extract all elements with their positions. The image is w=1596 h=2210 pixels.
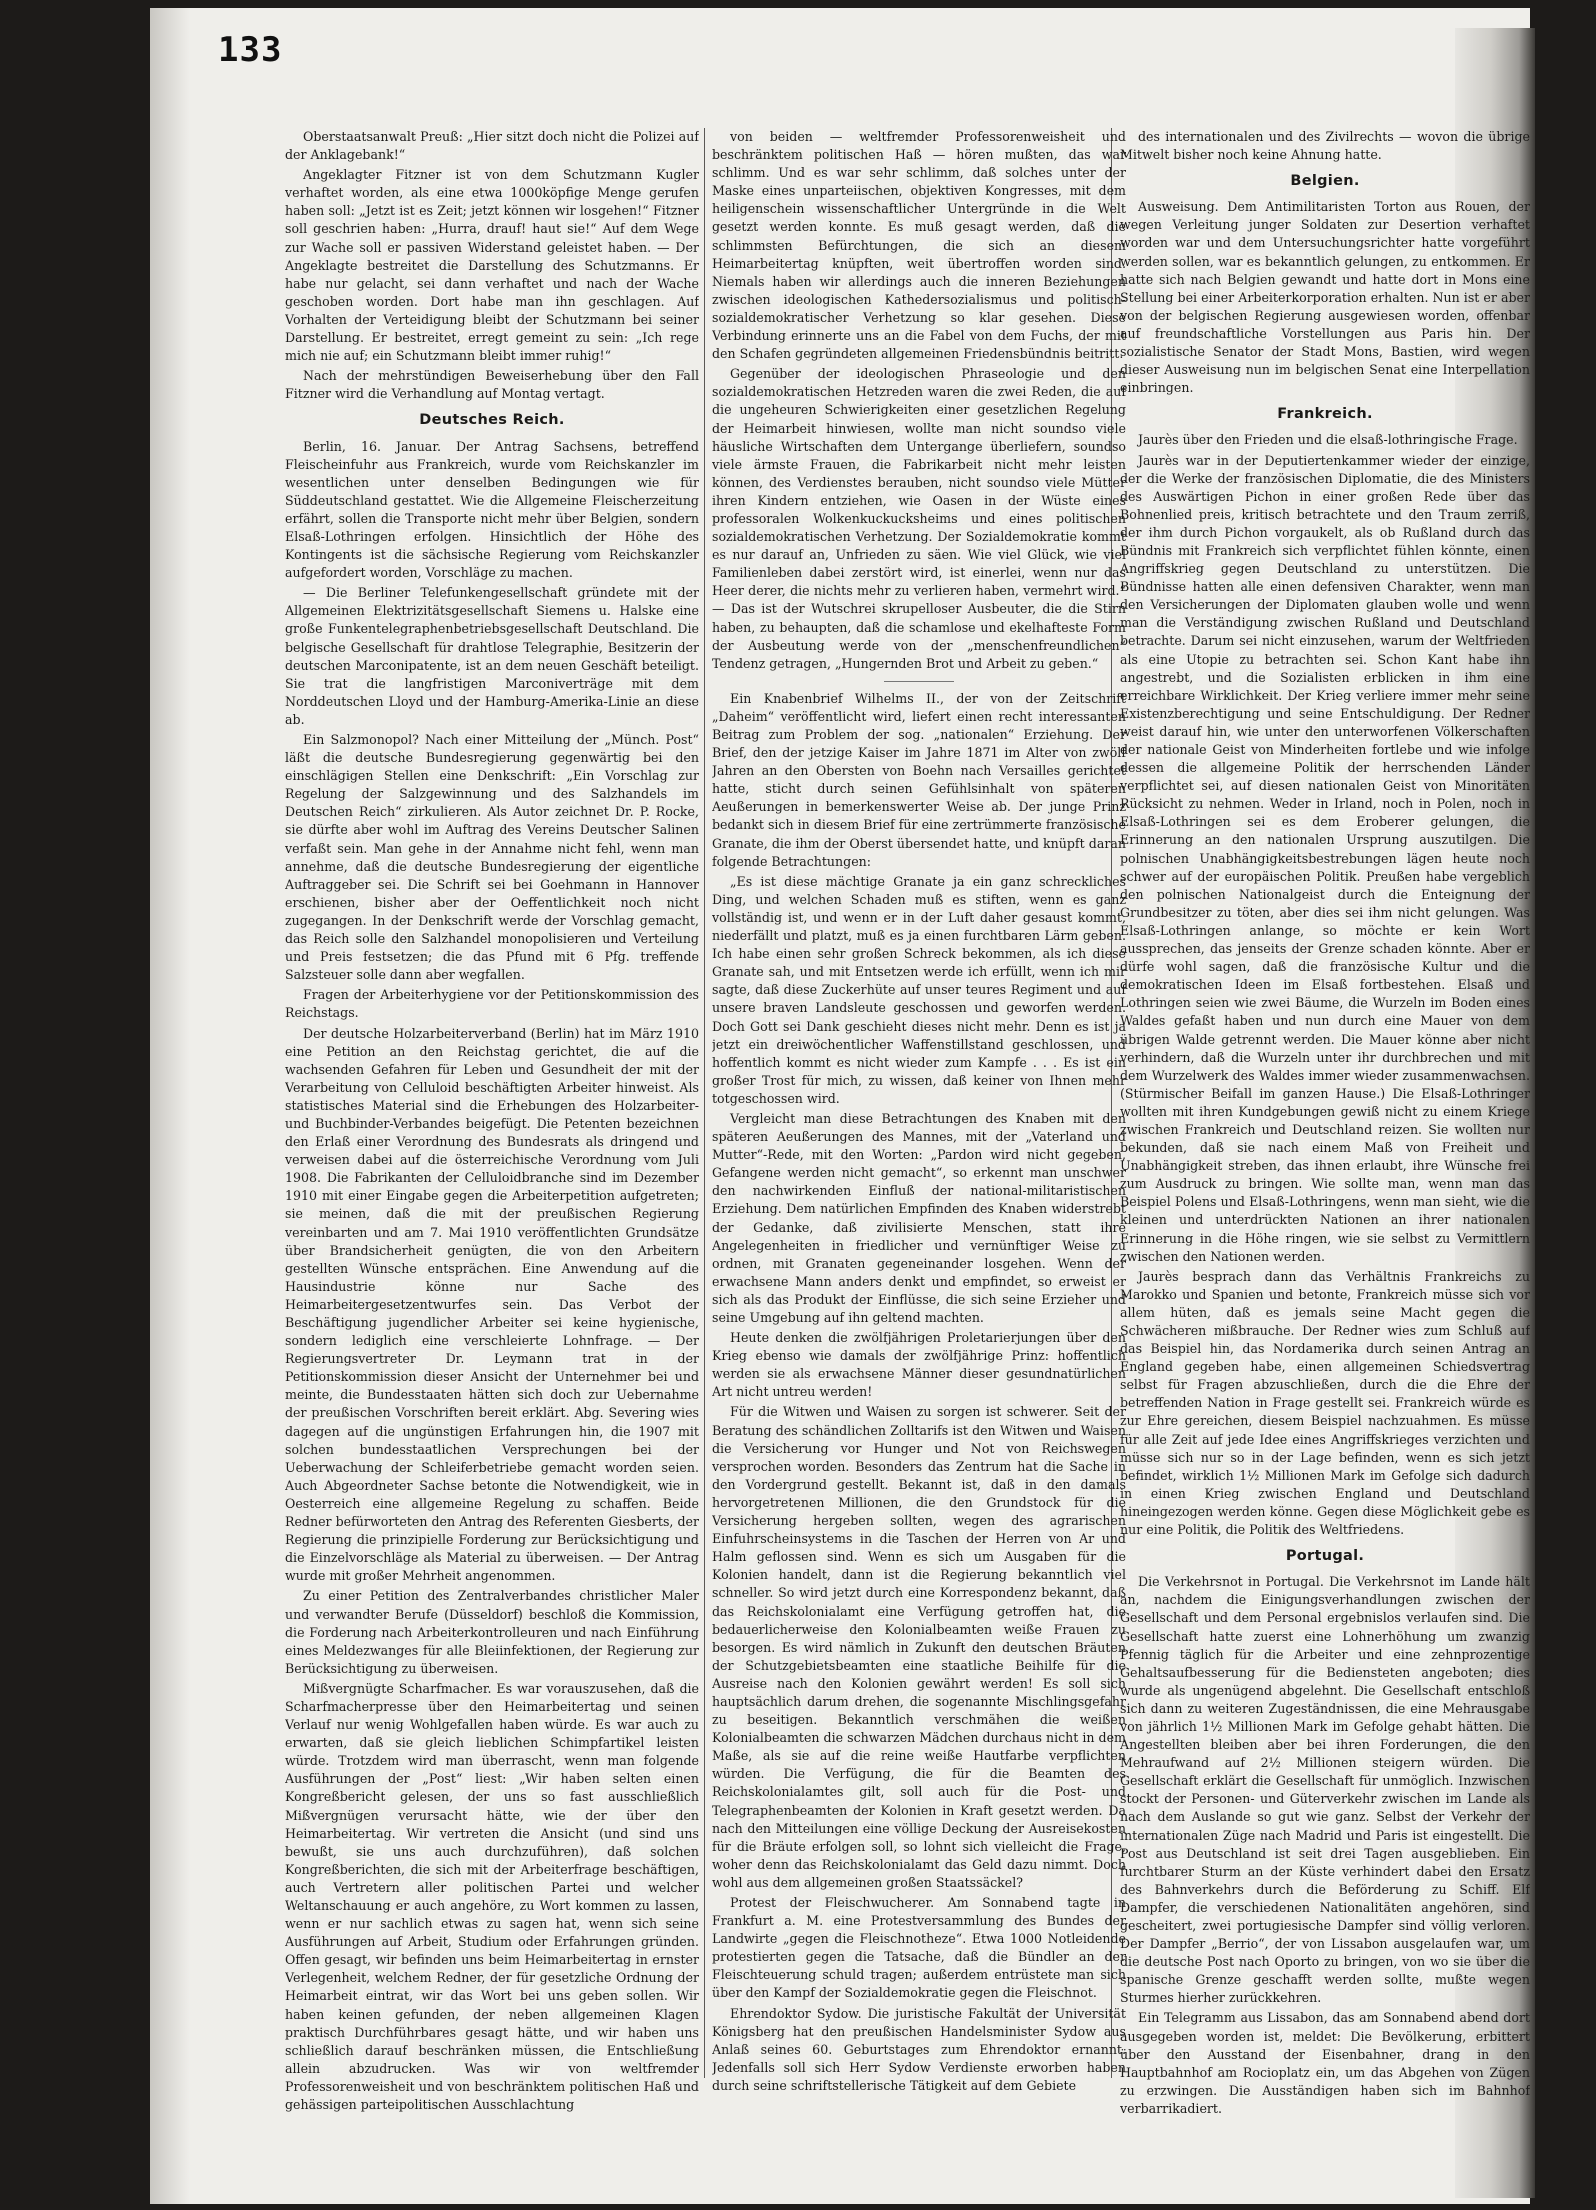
article-lead: Ein Salzmonopol? Nach einer Mitteilung der „Münch. Post“ läßt die deutsche Bundesregierung gegenwärtig bei den einschlägigen Stellen eine Denkschrift: „Ein Vorschlag zur Regelung der Salzgewinnung und des Salzhandels im Deutschen Reich“ zirkulieren. Als Autor zeichnet Dr. P. Rocke, sie dürfte aber wohl im Auftrag des Vereins Deutscher Salinen verfaßt sein. Man gehe in der Annahme nicht fehl, wenn man annehme, daß die deutsche Bundesregierung der eigentliche Auftraggeber sei. Die Schrift sei bei Goehmann in Hannover erschienen, bisher aber der Oeffentlichkeit noch nicht zugegangen. In der Denkschrift werde der Vorschlag gemacht, das Reich solle den Salzhandel monopolisieren und Verteilung und Preis festsetzen; die das Pfund mit 6 Pfg. treffende Salzsteuer solle dann aber wegfallen.	[285, 732, 699, 983]
article-lead: Protest der Fleischwucherer. Am Sonnabend tagte in Frankfurt a. M. eine Protestversammlung des Bundes der Landwirte „gegen die Fleischnotheze“. Etwa 1000 Notleidende protestierten gegen die Tatsache, daß die Bündler an der Fleischteuerung schuld tragen; außerdem entrüstete man sich über den Kampf der Sozialdemokratie gegen die Fleischnot.	[712, 1895, 1126, 2001]
article-paragraph: Jaurès besprach dann das Verhältnis Frankreichs zu Marokko und Spanien und betonte, Frankreich müsse sich vor allem hüten, daß es jemals seine Macht gegen die Schwächeren mißbrauche. Der Redner wies zum Schluß auf das Beispiel hin, das Nordamerika durch seinen Antrag an England gegeben habe, einen allgemeinen Schiedsvertrag selbst für Fragen abzuschließen, durch die die Ehre der betreffenden Nation in Frage gestellt sei. Frankreich würde es zur Ehre gereichen, diesem Beispiel nachzuahmen. Es müsse für alle Zeit auf jede Idee eines Angriffskrieges verzichten und müsse sich nur so in der Lage befinden, wenn es sich jetzt befindet, wirklich 1½ Millionen Mark im Gefolge sich dadurch in einen Krieg zwischen England und Deutschland hineingezogen werden könne. Gegen diese Möglichkeit gebe es nur eine Politik, die Politik des Weltfriedens.	[1120, 1268, 1530, 1538]
article-lead: Für die Witwen und Waisen zu sorgen ist schwerer. Seit der Beratung des schändlichen Zolltarifs ist den Witwen und Waisen die Versicherung vor Hunger und Not von Reichswegen versprochen worden. Besonders das Zentrum hat die Sache in den Vordergrund gestellt. Bekannt ist, daß in den damals hervorgetretenen Millionen, die den Grundstock für die Versicherung hergeben sollten, wegen des agrarischen Einfuhrscheinsystems in die Taschen der Herren von Ar und Halm geflossen sind. Wenn es sich um Ausgaben für die Kolonien handelt, dann ist die Regierung bekanntlich viel schneller. So wird jetzt durch eine Korrespondenz bekannt, daß das Reichskolonialamt eine Verfügung getroffen hat, die bedauerlicherweise den Kolonialbeamten weiße Frauen zu besorgen. Es wird nämlich in Zukunft den deutschen Bräuten der Schutzgebietsbeamten eine staatliche Beihilfe für die Ausreise nach den Kolonien gewährt werden! Es soll sich hauptsächlich darum drehen, die sogenannte Mischlingsgefahr zu beseitigen. Bekanntlich verschmähen die weißen Kolonialbeamten die schwarzen Mädchen durchaus nicht in dem Maße, als sie auf die reine weiße Hautfarbe verpflichten würden. Die Verfügung, die für die Beamten des Reichskolonialamtes gilt, soll auch für die Post- und Telegraphenbeamten der Kolonien in Kraft gesetzt werden. Da nach den Mitteilungen eine völlige Deckung der Ausreisekosten für die Bräute erfolgen soll, so lohnt sich vielleicht die Frage, woher denn das Reichskolonialamt das Geld dazu nimmt. Doch wohl aus dem allgemeinen großen Staatssäckel?	[712, 1404, 1126, 1890]
article-paragraph: des internationalen und des Zivilrechts — wovon die übrige Mitwelt bisher noch keine Ahnung hatte.	[1120, 129, 1530, 163]
section-heading: Frankreich.	[1277, 406, 1373, 423]
column-3	[1120, 128, 1530, 2188]
page-number: 133	[218, 30, 283, 70]
article-paragraph: Nach der mehrstündigen Beweiserhebung über den Fall Fitzner wird die Verhandlung auf Montag vertagt.	[285, 368, 699, 402]
article-paragraph: Angeklagter Fitzner ist von dem Schutzmann Kugler verhaftet worden, als eine etwa 1000köpfige Menge gerufen haben soll: „Jetzt ist es Zeit; jetzt können wir losgehen!“ Fitzner soll geschrien haben: „Hurra, drauf! haut sie!“ Auf dem Wege zur Wache soll er passiven Widerstand geleistet haben. — Der Angeklagte bestreitet die Darstellung des Schutzmanns. Er habe nur gelacht, sei dann verhaftet und nach der Wache geschoben worden. Dort habe man ihn geschlagen. Auf Vorhalten der Verteidigung bleibt der Schutzmann bei seiner Darstellung. Er bestreitet, erregt gemeint zu sein: „Ich rege mich nie auf; ein Schutzmann bleibt immer ruhig!“	[285, 167, 699, 364]
section-heading: Belgien.	[1290, 173, 1360, 190]
article-paragraph: Ein Telegramm aus Lissabon, das am Sonnabend abend dort ausgegeben worden ist, meldet: Die Bevölkerung, erbittert über den Ausstand der Eisenbahner, drang in den Hauptbahnhof am Rocioplatz ein, um das Abgehen von Zügen zu erzwingen. Die Ausständigen haben sich im Bahnhof verbarrikadiert.	[1120, 2010, 1530, 2116]
column-rule	[704, 128, 705, 2078]
section-heading: Deutsches Reich.	[419, 412, 565, 429]
article-lead: Ausweisung. Dem Antimilitaristen Torton aus Rouen, der wegen Verleitung junger Soldaten zur Desertion verhaftet worden war und dem Untersuchungsrichter hatte vorgeführt werden sollen, war es bekanntlich gelungen, zu entkommen. Er hatte sich nach Belgien gewandt und hatte dort in Mons eine Stellung bei einer Arbeiterkorporation erhalten. Nun ist er aber von der belgischen Regierung ausgewiesen worden, offenbar auf freundschaftliche Vorstellungen aus Paris hin. Der sozialistische Senator der Stadt Mons, Bastien, wird wegen dieser Ausweisung nun im belgischen Senat eine Interpellation einbringen.	[1120, 199, 1530, 396]
article-lead: Fragen der Arbeiterhygiene vor der Petitionskommission des Reichstags.	[285, 987, 699, 1021]
article-paragraph: Oberstaatsanwalt Preuß: „Hier sitzt doch nicht die Polizei auf der Anklagebank!“	[285, 129, 699, 163]
article-lead: Ehrendoktor Sydow. Die juristische Fakultät der Universität Königsberg hat den preußischen Handelsminister Sydow aus Anlaß seines 60. Geburtstages zum Ehrendoktor ernannt. Jedenfalls soll sich Herr Sydow Verdienste erworben haben durch seine schriftstellerische Tätigkeit auf dem Gebiete	[712, 2005, 1126, 2093]
column-2	[712, 128, 1126, 2188]
section-heading: Portugal.	[1285, 1548, 1365, 1565]
article-paragraph: — Die Berliner Telefunkengesellschaft gründete mit der Allgemeinen Elektrizitätsgesellschaft Siemens u. Halske eine große Funkentelegraphenbetriebsgesellschaft Deutschland. Die belgische Gesellschaft für drahtlose Telegraphie, Besitzerin der deutschen Marconipatente, ist an dem neuen Geschäft beteiligt. Sie trat die langfristigen Marconiverträge mit dem Norddeutschen Lloyd und der Hamburg-Amerika-Linie an diese ab.	[285, 585, 699, 727]
article-lead: Die Verkehrsnot in Portugal. Die Verkehrsnot im Lande hält an, nachdem die Einigungsverhandlungen zwischen der Gesellschaft und dem Personal ergebnislos verlaufen sind. Die Gesellschaft hatte zuerst eine Lohnerhöhung um zwanzig Pfennig täglich für die Arbeiter und eine zehnprozentige Gehaltsaufbesserung für die Bediensteten angeboten; dies wurde als ungenügend abgelehnt. Die Gesellschaft entschloß sich dann zu weiteren Zugeständnissen, die eine Mehrausgabe von jährlich 1½ Millionen Mark im Gefolge gehabt hätten. Die Angestellten bleiben aber bei ihren Forderungen, die den Mehraufwand auf 2½ Millionen steigern würden. Die Gesellschaft erklärt die Gesellschaft für unmöglich. Inzwischen stockt der Personen- und Güterverkehr zwischen im Lande als nach dem Auslande so gut wie ganz. Selbst der Verkehr der internationalen Züge nach Madrid und Paris ist eingestellt. Die Post aus Deutschland ist seit drei Tagen ausgeblieben. Ein furchtbarer Sturm an der Küste verhindert dabei den Ersatz des Bahnverkehrs durch die Beförderung zu Schiff. Elf Dampfer, die verschiedenen Nationalitäten angehören, sind gescheitert, zwei portugiesische Dampfer sind völlig verloren. Der Dampfer „Berrio“, der von Lissabon ausgelaufen war, um die deutsche Post nach Oporto zu bringen, von wo sie über die spanische Grenze geschafft werden sollte, mußte wegen Sturmes hierher zurückkehren.	[1120, 1574, 1530, 2006]
article-paragraph: Gegenüber der ideologischen Phraseologie und den sozialdemokratischen Hetzreden waren die zwei Reden, die auf die ungeheuren Schwierigkeiten einer gesetzlichen Regelung der Heimarbeit hinwiesen, wollte man nicht soundso viele häusliche Wirtschaften dem Untergange überliefern, soundso viele ärmste Frauen, die Fabrikarbeit nicht mehr leisten können, des Verdienstes berauben, nicht soundso viele Mütter ihren Kindern entziehen, wie Oasen in der Wüste eines professoralen Wolkenkuckucksheims und eines politischen sozialdemokratischen Verhetzung. Der Sozialdemokratie kommt es nur darauf an, Unfrieden zu säen. Wie viel Glück, wie viel Familienleben dabei zerstört wird, ist einerlei, wenn nur das Heer derer, die nichts mehr zu verlieren haben, vermehrt wird.“ — Das ist der Wutschrei skrupelloser Ausbeuter, die die Stirn haben, zu behaupten, daß die schamlose und ekelhafteste Form der Ausbeutung werde von der „menschenfreundlichen“ Tendenz getragen, „Hungernden Brot und Arbeit zu geben.“	[712, 366, 1126, 671]
article-paragraph: von beiden — weltfremder Professorenweisheit und beschränktem politischen Haß — hören mußten, das war schlimm. Und es war sehr schlimm, daß solches unter der Maske eines unparteiischen, objektiven Kongresses, mit dem heiligenschein wissenschaftlicher Untergründe in die Welt gesetzt werden konnte. Es muß gesagt werden, daß die schlimmsten Befürchtungen, die sich an diesem Heimarbeitertag knüpften, weit übertroffen worden sind. Niemals haben wir allerdings auch die inneren Beziehungen zwischen ideologischen Kathedersozialismus und politisch-sozialdemokratischer Verhetzung so klar gesehen. Diese Verbindung erinnerte uns an die Fabel von dem Fuchs, der mit den Schafen gegründeten allgemeinen Friedensbündnis beitritt.	[712, 129, 1126, 362]
article-paragraph: Der deutsche Holzarbeiterverband (Berlin) hat im März 1910 eine Petition an den Reichstag gerichtet, die auf die wachsenden Gefahren für Leben und Gesundheit der mit der Verarbeitung von Celluloid beschäftigten Arbeiter hinweist. Als statistisches Material sind die Erhebungen des Holzarbeiter- und Buchbinder-Verbandes beigefügt. Die Petenten bezeichnen den Erlaß einer Verordnung des Bundesrats als dringend und verweisen dabei auf die österreichische Verordnung vom Juli 1908. Die Fabrikanten der Celluloidbranche sind im Dezember 1910 mit einer Eingabe gegen die Arbeiterpetition aufgetreten; sie meinen, daß die mit der preußischen Regierung vereinbarten und am 7. Mai 1910 veröffentlichten Grundsätze über Brandsicherheit genügten, die von den Arbeitern gestellten Wünsche entsprächen. Eine Anwendung auf die Hausindustrie könne nur Sache des Heimarbeitergesetzentwurfes sein. Das Verbot der Beschäftigung jugendlicher Arbeiter sei keine hygienische, sondern lediglich eine verschleierte Lohnfrage. — Der Regierungsvertreter Dr. Leymann trat in der Petitionskommission dieser Ansicht der Unternehmer bei und meinte, die Bundesstaaten hätten sich doch zur Uebernahme der preußischen Vorschriften bereit erklärt. Abg. Severing wies dagegen auf die ungünstigen Erfahrungen hin, die 1907 mit solchen bundesstaatlichen Versprechungen bei der Ueberwachung der Schleiferbetriebe gemacht worden seien. Auch Abgeordneter Sachse betonte die Notwendigkeit, wie in Oesterreich eine allgemeine Regelung zu schaffen. Beide Redner befürworteten den Antrag des Referenten Giesberts, der Regierung die prinzipielle Forderung zur Berücksichtigung und die Einzelvorschläge als Material zu überweisen. — Der Antrag wurde mit großer Mehrheit angenommen.	[285, 1025, 699, 1584]
article-lead: Ein Knabenbrief Wilhelms II., der von der Zeitschrift „Daheim“ veröffentlicht wird, liefert einen recht interessanten Beitrag zum Problem der sog. „nationalen“ Erziehung. Der Brief, den der jetzige Kaiser im Jahre 1871 im Alter von zwölf Jahren an den Obersten von Boehn nach Versailles gerichtet hatte, sticht durch seinen Gefühlsinhalt von späteren Aeußerungen in bemerkenswerter Weise ab. Der junge Prinz bedankt sich in diesem Brief für eine zertrümmerte französische Granate, die ihm der Oberst übersendet hatte, und knüpft daran folgende Betrachtungen:	[712, 690, 1126, 869]
article-paragraph: Heute denken die zwölfjährigen Proletarierjungen über den Krieg ebenso wie damals der zwölfjährige Prinz: hoffentlich werden sie als erwachsene Männer dieser gesundnatürlichen Art nicht untreu werden!	[712, 1330, 1126, 1400]
article-paragraph: Vergleicht man diese Betrachtungen des Knaben mit den späteren Aeußerungen des Mannes, mit der „Vaterland und Mutter“-Rede, mit den Worten: „Pardon wird nicht gegeben, Gefangene werden nicht gemacht“, so erkennt man unschwer den nachwirkenden Einfluß der national-militaristischen Erziehung. Dem natürlichen Empfinden des Knaben widerstrebt der Gedanke, daß zivilisierte Menschen, statt ihre Angelegenheiten in friedlicher und vernünftiger Weise zu ordnen, mit Granaten gegeneinander losgehen. Wenn der erwachsene Mann anders denkt und empfindet, so erweist er sich als das Produkt der Einflüsse, die sich seine Erzieher und seine Umgebung auf ihn geltend machten.	[712, 1110, 1126, 1325]
article-paragraph: Zu einer Petition des Zentralverbandes christlicher Maler und verwandter Berufe (Düsseldorf) beschloß die Kommission, die Forderung nach Arbeiterkontrolleuren und nach Einführung eines Meldezwanges für alle Bleiinfektionen, der Regierung zur Berücksichtigung zu überweisen.	[285, 1588, 699, 1676]
article-lead: Jaurès über den Frieden und die elsaß-lothringische Frage.	[1138, 432, 1518, 448]
column-1	[285, 128, 699, 2188]
article-lead: Mißvergnügte Scharfmacher. Es war vorauszusehen, daß die Scharfmacherpresse über den Heimarbeitertag und seinen Verlauf nur wenig Wohlgefallen haben würde. Es war auch zu erwarten, daß sie gleich lieblichen Schimpfartikel leisten würde. Trotzdem wird man überrascht, wenn man folgende Ausführungen der „Post“ liest: „Wir haben selten einen Kongreßbericht gelesen, der uns so fast ausschließlich Mißvergnügen verursacht hätte, wie der über den Heimarbeitertag. Wir vertreten die Ansicht (und sind uns bewußt, sie uns auch durchzuführen), daß solchen Kongreßberichten, die sich mit der Arbeiterfrage beschäftigen, auch Vertretern aller politischen Partei und welcher Weltanschauung er auch angehöre, zu Wort kommen zu lassen, wenn er nur sachlich etwas zu sagen hat, wenn sich seine Ausführungen auf Arbeit, Studium oder Erfahrungen gründen. Offen gesagt, wir befinden uns beim Heimarbeitertag in ernster Verlegenheit, welchem Redner, der für gesetzliche Ordnung der Heimarbeit eintrat, wir das Wort bei uns geben sollen. Wir haben keinen gefunden, der neben allgemeinen Klagen praktisch Durchführbares gesagt hätte, und wir haben uns schließlich darauf beschränken müssen, die Entschließung allein abzudrucken. Was wir von weltfremder Professorenweisheit und von beschränktem politischen Haß und gehässigen parteipolitischen Ausschlachtung	[285, 1680, 699, 2113]
section-separator	[884, 681, 954, 682]
article-paragraph: „Es ist diese mächtige Granate ja ein ganz schreckliches Ding, und welchen Schaden muß es stiften, wenn es ganz vollständig ist, und wenn er in der Luft daher gesaust kommt, niederfällt und platzt, muß es ja einen furchtbaren Lärm geben. Ich habe einen sehr großen Schreck bekommen, als ich diese Granate sah, und mit Entsetzen werde ich erfüllt, wenn ich mir sagte, daß diese Zuckerhüte auf unser teures Regiment und auf unsere braven Landsleute geschossen und geworfen werden. Doch Gott sei Dank geschieht dieses nicht mehr. Denn es ist ja jetzt ein dreiwöchentlicher Waffenstillstand geschlossen, und hoffentlich kommt es nicht wieder zum Kampfe . . . Es ist ein großer Trost für mich, zu wissen, daß keiner von Ihnen mehr totgeschossen wird.	[712, 873, 1126, 1106]
page-fold-shadow	[150, 8, 190, 2204]
article-paragraph: Berlin, 16. Januar. Der Antrag Sachsens, betreffend Fleischeinfuhr aus Frankreich, wurde vom Reichskanzler im wesentlichen unter denselben Bedingungen wie für Süddeutschland gestattet. Wie die Allgemeine Fleischerzeitung erfährt, sollen die Transporte nicht mehr über Belgien, sondern Elsaß-Lothringen erfolgen. Hinsichtlich der Höhe des Kontingents ist die sächsische Regierung vom Reichskanzler aufgefordert worden, Vorschläge zu machen.	[285, 438, 699, 581]
article-paragraph: Jaurès war in der Deputiertenkammer wieder der einzige, der die Werke der französischen Diplomatie, die des Ministers des Auswärtigen Pichon in einer großen Rede über das Bohnenlied preis, kritisch betrachtete und den Traum zerriß, der ihm durch Pichon vorgaukelt, als ob Rußland durch das Bündnis mit Frankreich sich verpflichtet fühlen könnte, einen Angriffskrieg gegen Deutschland zu unterstützen. Die Bündnisse hatten alle einen defensiven Charakter, wenn man den Versicherungen der Diplomaten glauben wolle und wenn man die Verständigung zwischen Rußland und Deutschland betrachte. Darum sei nicht einzusehen, warum der Weltfrieden als eine Utopie zu betrachten sei. Schon Kant habe ihn angestrebt, und die Sozialisten erblicken in ihm eine erreichbare Wirklichkeit. Der Krieg verliere immer mehr seine Existenzberechtigung und seine Entschuldigung. Der Redner weist darauf hin, wie unter den unterworfenen Völkerschaften der nationale Geist von Minderheiten fortlebe und wie infolge dessen die allgemeine Politik der herrschenden Länder verpflichtet sei, auf diesen nationalen Geist von Minoritäten Rücksicht zu nehmen. Weder in Irland, noch in Polen, noch in Elsaß-Lothringen sei es dem Eroberer gelungen, die Erinnerung an den nationalen Ursprung auszutilgen. Die polnischen Unabhängigkeitsbestrebungen lägen heute noch schwer auf der europäischen Politik. Preußen habe vergeblich den polnischen Nationalgeist durch die Enteignung der Grundbesitzer zu töten, aber dies sei ihm nicht gelungen. Was Elsaß-Lothringen anlange, so möchte er kein Wort aussprechen, das jenseits der Grenze schaden könnte. Aber er dürfe wohl sagen, daß die französische Kultur und die demokratischen Ideen im Elsaß fortbestehen. Elsaß und Lothringen seien wie zwei Bäume, die Wurzeln im Boden eines Waldes gefaßt haben und nun durch eine Mauer von dem übrigen Walde getrennt werden. Die Mauer könne aber nicht verhindern, daß die Wurzeln unter ihr durchbrechen und mit dem Wurzelwerk des Waldes immer wieder zusammenwachsen. (Stürmischer Beifall im ganzen Hause.) Die Elsaß-Lothringer wollten mit ihren Kundgebungen gewiß nicht zu einem Kriege zwischen Frankreich und Deutschland reizen. Sie wollten nur bekunden, daß sie nach einem Maß von Freiheit und Unabhängigkeit streben, das ihnen erlaubt, ihre Wünsche frei zum Ausdruck zu bringen. Wie sollte man, wenn man das Beispiel Polens und Elsaß-Lothringens, wenn man sieht, wie die kleinen und unterdrückten Nationen an ihrer nationalen Erinnerung in die Höhe ringen, wie sie selbst zu Vermittlern zwischen den Nationen werden.	[1120, 452, 1530, 1264]
